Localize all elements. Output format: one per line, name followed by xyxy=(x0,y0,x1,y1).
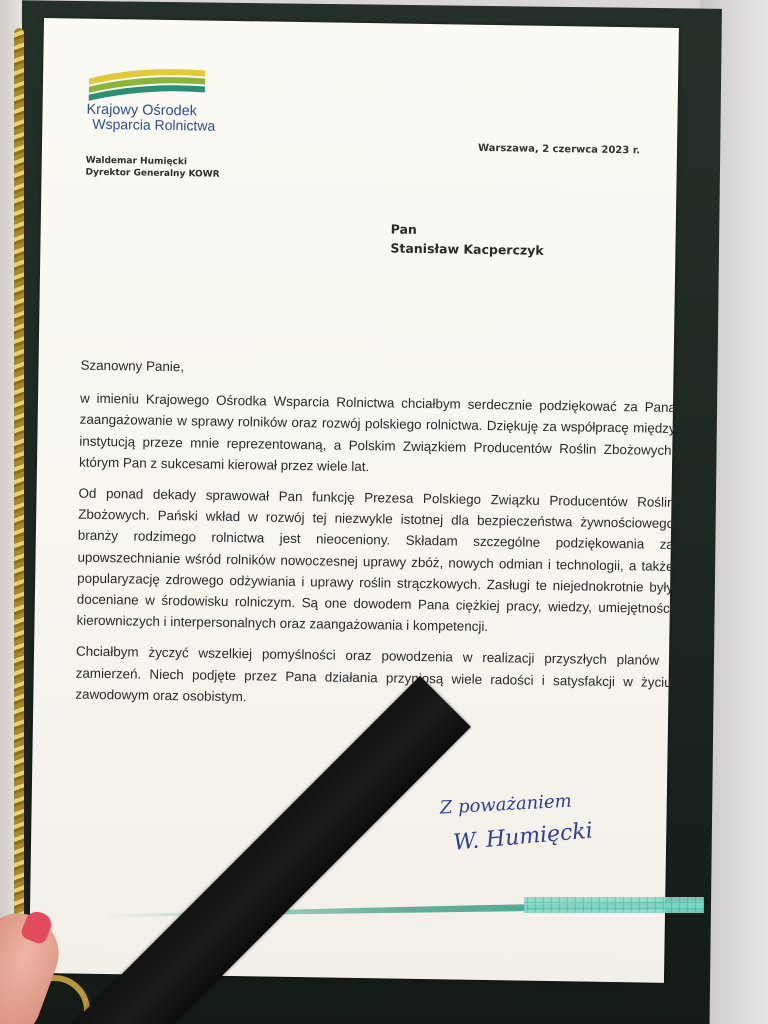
logo-text-line2: Wsparcia Rolnictwa xyxy=(92,115,216,134)
sender-block xyxy=(85,155,219,181)
letter-paragraph-1: w imieniu Krajowego Ośrodka Wsparcia Rolnictwa chciałbym serdecznie podziękować za Pana zaangażowanie w sprawy rolników oraz rozwój polskiego rolnictwa. Dziękuję za współpracę między instytucją przeze mnie reprezentowaną, a Polskim Związkiem Producentów Roślin Zbożowych, którym Pan z sukcesami kierował przez wiele lat. xyxy=(78,390,677,474)
signature-handwritten: W. Humięcki xyxy=(452,818,594,856)
recipient-block xyxy=(390,219,544,259)
sender-name: Waldemar Humięcki xyxy=(85,155,188,168)
signature-block xyxy=(439,790,594,856)
letter-date: Warszawa, 2 czerwca 2023 r. xyxy=(477,142,641,157)
letter-body xyxy=(75,355,677,724)
letter-paragraph-2: Od ponad dekady sprawował Pan funkcję Prezesa Polskiego Związku Producentów Roślin Zbożowych. Pański wkład w rozwój tej niezwykle istotnej dla bezpieczeństwa żywnościowego branży rodzimego rolnictwa jest nieoceniony. Składam szczególne podziękowania za upowszechnianie wśród rolników nowoczesnej uprawy zbóż, nowych odmian i technologii, a także popularyzację zdrowego odżywiania i uprawy roślin strączkowych. Zasługi te niejednokrotnie były doceniane w środowisku rolniczym. Są one dowodem Pana ciężkiej pracy, wiedzy, umiejętności kierowniczych i interpersonalnych oraz zaangażowania i kompetencji. xyxy=(76,485,675,635)
signature-closing: Z poważaniem xyxy=(439,790,573,819)
letter-paragraph-3: Chciałbym życzyć wszelkiej pomyślności oraz powodzenia w realizacji przyszłych planów i zamierzeń. Niech podjęte przez Pana działania przyniosą wiele radości i satysfakcji w życiu zawodowym oraz osobistym. xyxy=(75,644,673,705)
sender-title: Dyrektor Generalny KOWR xyxy=(85,167,220,180)
recipient-salutation: Pan xyxy=(390,221,418,237)
recipient-name: Stanisław Kacperczyk xyxy=(390,240,544,258)
letter-greeting: Szanowny Panie, xyxy=(80,357,185,375)
logo-text-line1: Krajowy Ośrodek xyxy=(86,101,198,120)
gold-cord xyxy=(14,28,24,1024)
kowr-logo-icon xyxy=(87,65,208,105)
kowr-logo xyxy=(86,65,216,134)
